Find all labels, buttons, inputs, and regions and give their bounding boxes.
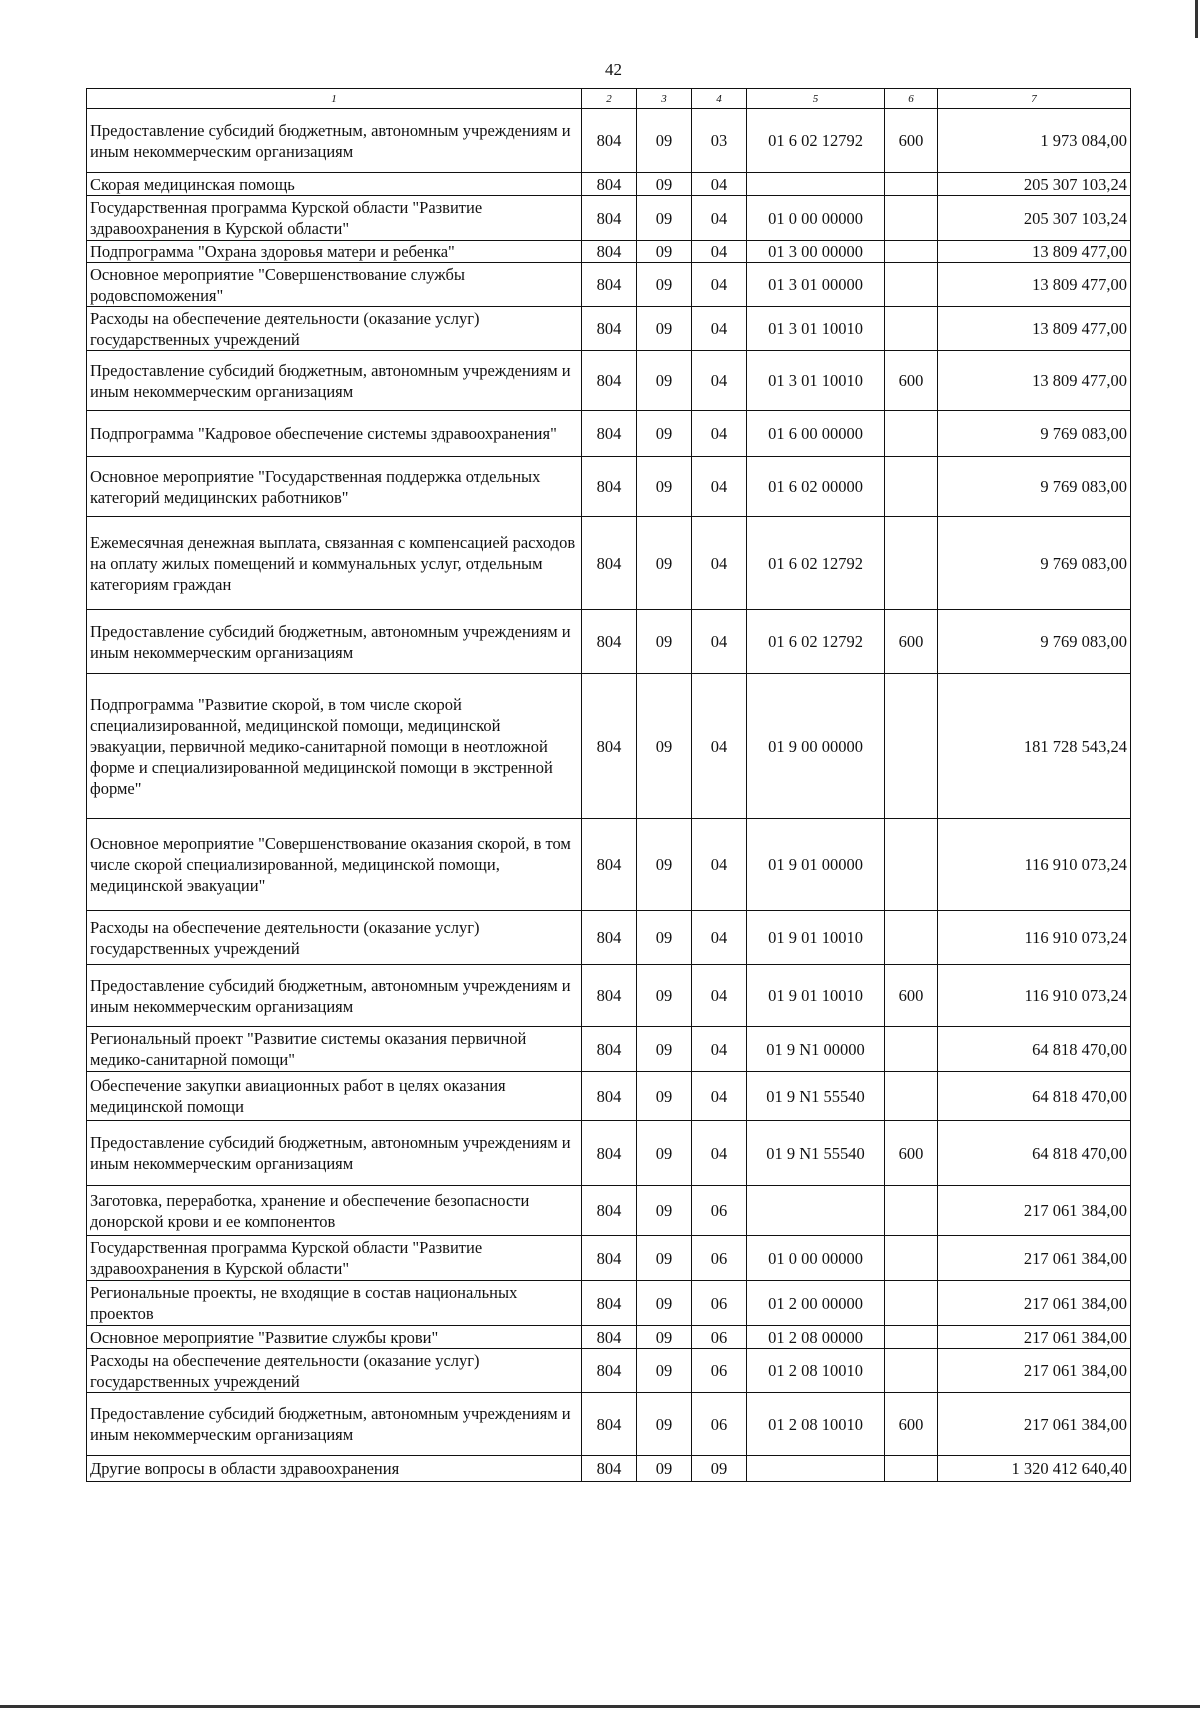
table-row	[87, 1027, 1131, 1072]
ministry-code-cell: 804	[582, 109, 637, 173]
row-name-cell: Подпрограмма "Кадровое обеспечение системы здравоохранения"	[87, 411, 582, 457]
subsection-code-cell: 03	[692, 109, 747, 173]
expense-type-cell	[885, 411, 938, 457]
amount-cell: 9 769 083,00	[938, 517, 1131, 610]
subsection-code-cell: 04	[692, 351, 747, 411]
amount-cell: 217 061 384,00	[938, 1326, 1131, 1349]
section-code-cell: 09	[637, 307, 692, 351]
ministry-code-cell: 804	[582, 911, 637, 965]
ministry-code-cell: 804	[582, 965, 637, 1027]
table-row	[87, 351, 1131, 411]
target-article-cell: 01 0 00 00000	[747, 1236, 885, 1281]
section-code-cell: 09	[637, 263, 692, 307]
ministry-code-cell: 804	[582, 241, 637, 263]
table-row	[87, 517, 1131, 610]
target-article-cell: 01 6 02 12792	[747, 610, 885, 674]
row-name-cell: Основное мероприятие "Государственная поддержка отдельных категорий медицинских работников"	[87, 457, 582, 517]
subsection-code-cell: 09	[692, 1456, 747, 1482]
ministry-code-cell: 804	[582, 1393, 637, 1456]
target-article-cell: 01 3 01 10010	[747, 351, 885, 411]
table-row	[87, 1326, 1131, 1349]
expense-type-cell	[885, 457, 938, 517]
amount-cell: 9 769 083,00	[938, 411, 1131, 457]
row-name-cell: Предоставление субсидий бюджетным, автономным учреждениям и иным некоммерческим организациям	[87, 1121, 582, 1186]
amount-cell: 116 910 073,24	[938, 965, 1131, 1027]
table-row	[87, 1349, 1131, 1393]
section-code-cell: 09	[637, 1393, 692, 1456]
amount-cell: 1 973 084,00	[938, 109, 1131, 173]
amount-cell: 1 320 412 640,40	[938, 1456, 1131, 1482]
section-code-cell: 09	[637, 241, 692, 263]
expense-type-cell	[885, 1456, 938, 1482]
section-code-cell: 09	[637, 610, 692, 674]
section-code-cell: 09	[637, 173, 692, 196]
target-article-cell	[747, 1456, 885, 1482]
ministry-code-cell: 804	[582, 351, 637, 411]
table-row	[87, 196, 1131, 241]
amount-cell: 64 818 470,00	[938, 1072, 1131, 1121]
section-code-cell: 09	[637, 674, 692, 819]
row-name-cell: Расходы на обеспечение деятельности (оказание услуг) государственных учреждений	[87, 307, 582, 351]
row-name-cell: Предоставление субсидий бюджетным, автономным учреждениям и иным некоммерческим организациям	[87, 109, 582, 173]
target-article-cell: 01 9 01 10010	[747, 911, 885, 965]
subsection-code-cell: 04	[692, 819, 747, 911]
subsection-code-cell: 06	[692, 1236, 747, 1281]
ministry-code-cell: 804	[582, 517, 637, 610]
row-name-cell: Основное мероприятие "Совершенствование службы родовспоможения"	[87, 263, 582, 307]
expense-type-cell	[885, 1326, 938, 1349]
ministry-code-cell: 804	[582, 610, 637, 674]
section-code-cell: 09	[637, 1027, 692, 1072]
subsection-code-cell: 04	[692, 1027, 747, 1072]
subsection-code-cell: 06	[692, 1326, 747, 1349]
scan-edge-mark	[1195, 0, 1198, 38]
expense-type-cell	[885, 911, 938, 965]
column-number: 4	[692, 89, 747, 109]
row-name-cell: Подпрограмма "Развитие скорой, в том числе скорой специализированной, медицинской помощи, медицинской эвакуации, первичной медико-санитарной помощи в неотложной форме и специализированной медицинской помощи в экстренной форме"	[87, 674, 582, 819]
section-code-cell: 09	[637, 411, 692, 457]
row-name-cell: Основное мероприятие "Совершенствование оказания скорой, в том числе скорой специализированной, медицинской помощи, медицинской эвакуации"	[87, 819, 582, 911]
section-code-cell: 09	[637, 819, 692, 911]
row-name-cell: Основное мероприятие "Развитие службы крови"	[87, 1326, 582, 1349]
amount-cell: 217 061 384,00	[938, 1236, 1131, 1281]
row-name-cell: Скорая медицинская помощь	[87, 173, 582, 196]
target-article-cell: 01 6 02 12792	[747, 109, 885, 173]
subsection-code-cell: 04	[692, 457, 747, 517]
amount-cell: 9 769 083,00	[938, 610, 1131, 674]
target-article-cell: 01 3 01 00000	[747, 263, 885, 307]
row-name-cell: Предоставление субсидий бюджетным, автономным учреждениям и иным некоммерческим организациям	[87, 965, 582, 1027]
ministry-code-cell: 804	[582, 674, 637, 819]
amount-cell: 116 910 073,24	[938, 911, 1131, 965]
budget-table	[86, 88, 1131, 1482]
target-article-cell: 01 3 01 10010	[747, 307, 885, 351]
expense-type-cell	[885, 196, 938, 241]
column-number-row	[87, 89, 1131, 109]
expense-type-cell	[885, 674, 938, 819]
ministry-code-cell: 804	[582, 1027, 637, 1072]
expense-type-cell: 600	[885, 965, 938, 1027]
target-article-cell: 01 9 N1 55540	[747, 1121, 885, 1186]
amount-cell: 205 307 103,24	[938, 196, 1131, 241]
table-row	[87, 1186, 1131, 1236]
expense-type-cell	[885, 1186, 938, 1236]
row-name-cell: Расходы на обеспечение деятельности (оказание услуг) государственных учреждений	[87, 911, 582, 965]
section-code-cell: 09	[637, 965, 692, 1027]
target-article-cell	[747, 1186, 885, 1236]
target-article-cell: 01 2 08 10010	[747, 1393, 885, 1456]
subsection-code-cell: 04	[692, 674, 747, 819]
target-article-cell: 01 3 00 00000	[747, 241, 885, 263]
row-name-cell: Заготовка, переработка, хранение и обеспечение безопасности донорской крови и ее компонентов	[87, 1186, 582, 1236]
table-row	[87, 819, 1131, 911]
row-name-cell: Региональный проект "Развитие системы оказания первичной медико-санитарной помощи"	[87, 1027, 582, 1072]
section-code-cell: 09	[637, 911, 692, 965]
target-article-cell: 01 6 02 00000	[747, 457, 885, 517]
table-row	[87, 1281, 1131, 1326]
amount-cell: 13 809 477,00	[938, 263, 1131, 307]
amount-cell: 205 307 103,24	[938, 173, 1131, 196]
row-name-cell: Предоставление субсидий бюджетным, автономным учреждениям и иным некоммерческим организациям	[87, 610, 582, 674]
amount-cell: 217 061 384,00	[938, 1281, 1131, 1326]
target-article-cell: 01 0 00 00000	[747, 196, 885, 241]
table-row	[87, 307, 1131, 351]
ministry-code-cell: 804	[582, 1186, 637, 1236]
target-article-cell: 01 2 08 00000	[747, 1326, 885, 1349]
ministry-code-cell: 804	[582, 263, 637, 307]
column-number: 2	[582, 89, 637, 109]
row-name-cell: Государственная программа Курской области "Развитие здравоохранения в Курской области"	[87, 196, 582, 241]
row-name-cell: Государственная программа Курской области "Развитие здравоохранения в Курской области"	[87, 1236, 582, 1281]
table-row	[87, 674, 1131, 819]
expense-type-cell	[885, 1027, 938, 1072]
section-code-cell: 09	[637, 1281, 692, 1326]
table-row	[87, 1456, 1131, 1482]
table-row	[87, 263, 1131, 307]
target-article-cell	[747, 173, 885, 196]
amount-cell: 217 061 384,00	[938, 1349, 1131, 1393]
table-row	[87, 1121, 1131, 1186]
ministry-code-cell: 804	[582, 307, 637, 351]
expense-type-cell: 600	[885, 1393, 938, 1456]
subsection-code-cell: 04	[692, 173, 747, 196]
ministry-code-cell: 804	[582, 1349, 637, 1393]
amount-cell: 217 061 384,00	[938, 1186, 1131, 1236]
table-row	[87, 173, 1131, 196]
scan-bottom-rule	[0, 1705, 1200, 1708]
expense-type-cell	[885, 263, 938, 307]
row-name-cell: Предоставление субсидий бюджетным, автономным учреждениям и иным некоммерческим организациям	[87, 351, 582, 411]
row-name-cell: Расходы на обеспечение деятельности (оказание услуг) государственных учреждений	[87, 1349, 582, 1393]
subsection-code-cell: 04	[692, 411, 747, 457]
expense-type-cell: 600	[885, 351, 938, 411]
ministry-code-cell: 804	[582, 1236, 637, 1281]
table-body	[87, 89, 1131, 1482]
table-row	[87, 457, 1131, 517]
amount-cell: 13 809 477,00	[938, 241, 1131, 263]
section-code-cell: 09	[637, 196, 692, 241]
amount-cell: 13 809 477,00	[938, 351, 1131, 411]
expense-type-cell	[885, 819, 938, 911]
row-name-cell: Другие вопросы в области здравоохранения	[87, 1456, 582, 1482]
ministry-code-cell: 804	[582, 1281, 637, 1326]
row-name-cell: Ежемесячная денежная выплата, связанная с компенсацией расходов на оплату жилых помещений и коммунальных услуг, отдельным категориям граждан	[87, 517, 582, 610]
target-article-cell: 01 9 01 10010	[747, 965, 885, 1027]
section-code-cell: 09	[637, 1072, 692, 1121]
page-number: 42	[605, 60, 622, 79]
subsection-code-cell: 04	[692, 517, 747, 610]
expense-type-cell: 600	[885, 1121, 938, 1186]
expense-type-cell: 600	[885, 610, 938, 674]
row-name-cell: Предоставление субсидий бюджетным, автономным учреждениям и иным некоммерческим организациям	[87, 1393, 582, 1456]
row-name-cell: Региональные проекты, не входящие в состав национальных проектов	[87, 1281, 582, 1326]
subsection-code-cell: 06	[692, 1281, 747, 1326]
row-name-cell: Обеспечение закупки авиационных работ в целях оказания медицинской помощи	[87, 1072, 582, 1121]
target-article-cell: 01 9 00 00000	[747, 674, 885, 819]
table-row	[87, 411, 1131, 457]
section-code-cell: 09	[637, 109, 692, 173]
target-article-cell: 01 9 N1 55540	[747, 1072, 885, 1121]
section-code-cell: 09	[637, 1326, 692, 1349]
expense-type-cell	[885, 1072, 938, 1121]
section-code-cell: 09	[637, 1121, 692, 1186]
table-row	[87, 911, 1131, 965]
section-code-cell: 09	[637, 1236, 692, 1281]
target-article-cell: 01 9 01 00000	[747, 819, 885, 911]
table-row	[87, 610, 1131, 674]
row-name-cell: Подпрограмма "Охрана здоровья матери и ребенка"	[87, 241, 582, 263]
target-article-cell: 01 9 N1 00000	[747, 1027, 885, 1072]
target-article-cell: 01 6 00 00000	[747, 411, 885, 457]
table-row	[87, 1236, 1131, 1281]
subsection-code-cell: 06	[692, 1393, 747, 1456]
ministry-code-cell: 804	[582, 173, 637, 196]
amount-cell: 9 769 083,00	[938, 457, 1131, 517]
subsection-code-cell: 04	[692, 307, 747, 351]
subsection-code-cell: 04	[692, 241, 747, 263]
column-number: 1	[87, 89, 582, 109]
section-code-cell: 09	[637, 1456, 692, 1482]
target-article-cell: 01 2 08 10010	[747, 1349, 885, 1393]
subsection-code-cell: 04	[692, 911, 747, 965]
section-code-cell: 09	[637, 1349, 692, 1393]
ministry-code-cell: 804	[582, 1456, 637, 1482]
section-code-cell: 09	[637, 351, 692, 411]
expense-type-cell	[885, 307, 938, 351]
subsection-code-cell: 04	[692, 965, 747, 1027]
amount-cell: 181 728 543,24	[938, 674, 1131, 819]
subsection-code-cell: 04	[692, 1072, 747, 1121]
amount-cell: 217 061 384,00	[938, 1393, 1131, 1456]
subsection-code-cell: 06	[692, 1186, 747, 1236]
subsection-code-cell: 04	[692, 196, 747, 241]
amount-cell: 64 818 470,00	[938, 1121, 1131, 1186]
section-code-cell: 09	[637, 517, 692, 610]
expense-type-cell: 600	[885, 109, 938, 173]
ministry-code-cell: 804	[582, 457, 637, 517]
section-code-cell: 09	[637, 457, 692, 517]
expense-type-cell	[885, 1349, 938, 1393]
table-row	[87, 965, 1131, 1027]
table-row	[87, 1072, 1131, 1121]
ministry-code-cell: 804	[582, 1072, 637, 1121]
table-row	[87, 241, 1131, 263]
ministry-code-cell: 804	[582, 411, 637, 457]
section-code-cell: 09	[637, 1186, 692, 1236]
target-article-cell: 01 6 02 12792	[747, 517, 885, 610]
ministry-code-cell: 804	[582, 819, 637, 911]
expense-type-cell	[885, 241, 938, 263]
subsection-code-cell: 04	[692, 263, 747, 307]
amount-cell: 13 809 477,00	[938, 307, 1131, 351]
amount-cell: 64 818 470,00	[938, 1027, 1131, 1072]
subsection-code-cell: 04	[692, 610, 747, 674]
expense-type-cell	[885, 1281, 938, 1326]
column-number: 6	[885, 89, 938, 109]
ministry-code-cell: 804	[582, 1326, 637, 1349]
target-article-cell: 01 2 00 00000	[747, 1281, 885, 1326]
subsection-code-cell: 06	[692, 1349, 747, 1393]
ministry-code-cell: 804	[582, 196, 637, 241]
expense-type-cell	[885, 517, 938, 610]
amount-cell: 116 910 073,24	[938, 819, 1131, 911]
subsection-code-cell: 04	[692, 1121, 747, 1186]
column-number: 7	[938, 89, 1131, 109]
column-number: 3	[637, 89, 692, 109]
column-number: 5	[747, 89, 885, 109]
ministry-code-cell: 804	[582, 1121, 637, 1186]
expense-type-cell	[885, 173, 938, 196]
table-row	[87, 109, 1131, 173]
table-row	[87, 1393, 1131, 1456]
expense-type-cell	[885, 1236, 938, 1281]
